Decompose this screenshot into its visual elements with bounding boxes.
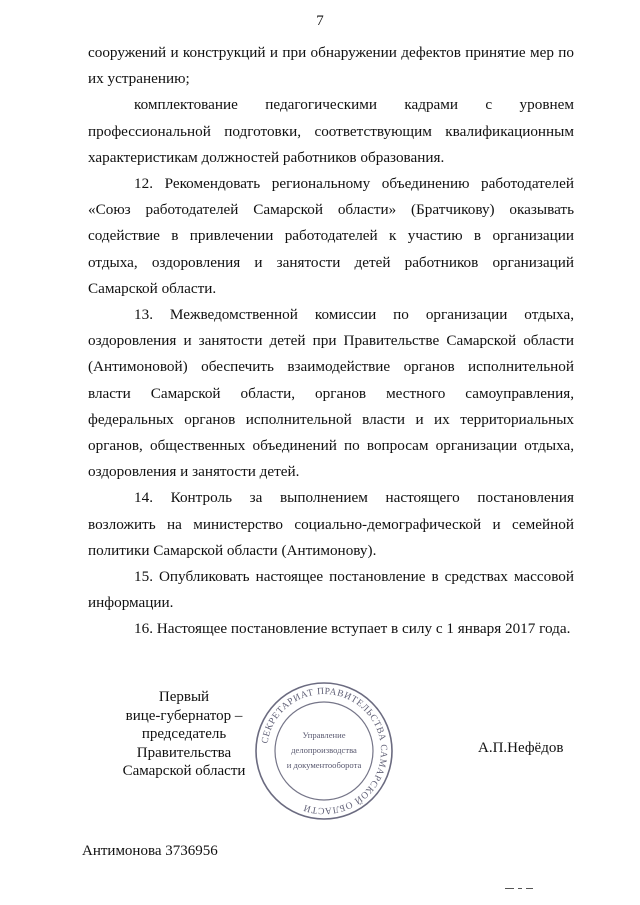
signatory-position-line: Первый	[158, 689, 210, 705]
signatory-position	[100, 688, 268, 781]
paragraph-staffing: комплектование педагогическими кадрами с уровнем профессиональной подготовки, соответствующим квалификационным характеристикам должностей работников образования.	[88, 96, 574, 166]
paragraph-item-13: 13. Межведомственной комиссии по организации отдыха, оздоровления и занятости детей при Правительстве Самарской области (Антимоновой) обеспечить взаимодействие органов исполнительной власти Самарской области, органов местного самоуправления, федеральных органов исполнительной власти и их территориальных органов, общественных объединений по вопросам организации отдыха, оздоровления и занятости детей.	[88, 306, 574, 481]
signatory-position-line: вице-губернатор –	[125, 707, 243, 724]
page-number: 7	[316, 13, 324, 29]
signatory-position-line: председатель Правительства	[136, 726, 232, 761]
paragraph-item-14: 14. Контроль за выполнением настоящего постановления возложить на министерство социально-демографической и семейной политики Самарской области (Антимонову).	[88, 489, 574, 559]
official-stamp	[253, 680, 395, 822]
paragraph-item-15: 15. Опубликовать настоящее постановление в средствах массовой информации.	[88, 568, 574, 612]
stamp-center-line: делопроизводства	[291, 745, 357, 755]
paragraph-continuation: сооружений и конструкций и при обнаружении дефектов принятие мер по их устранению;	[88, 44, 574, 88]
signatory-name: А.П.Нефёдов	[478, 740, 564, 756]
signatory-position-line: Самарской области	[122, 763, 246, 780]
paragraph-item-12: 12. Рекомендовать региональному объединению работодателей «Союз работодателей Самарской области» (Братчикову) оказывать содействие в привлечении работодателей к участию в организации отдыха, оздоровления и занятости детей работников организаций Самарской области.	[88, 175, 574, 297]
stamp-center-line: Управление	[302, 730, 346, 740]
scan-artifact	[505, 888, 533, 890]
document-body	[88, 40, 574, 643]
stamp-ring-text: СЕКРЕТАРИАТ ПРАВИТЕЛЬСТВА САМАРСКОЙ ОБЛАСТИ	[260, 686, 389, 816]
stamp-center-line: и документооборота	[286, 760, 362, 770]
paragraph-item-16: 16. Настоящее постановление вступает в силу с 1 января 2017 года.	[134, 620, 571, 638]
executor-contact: Антимонова 3736956	[82, 843, 218, 859]
